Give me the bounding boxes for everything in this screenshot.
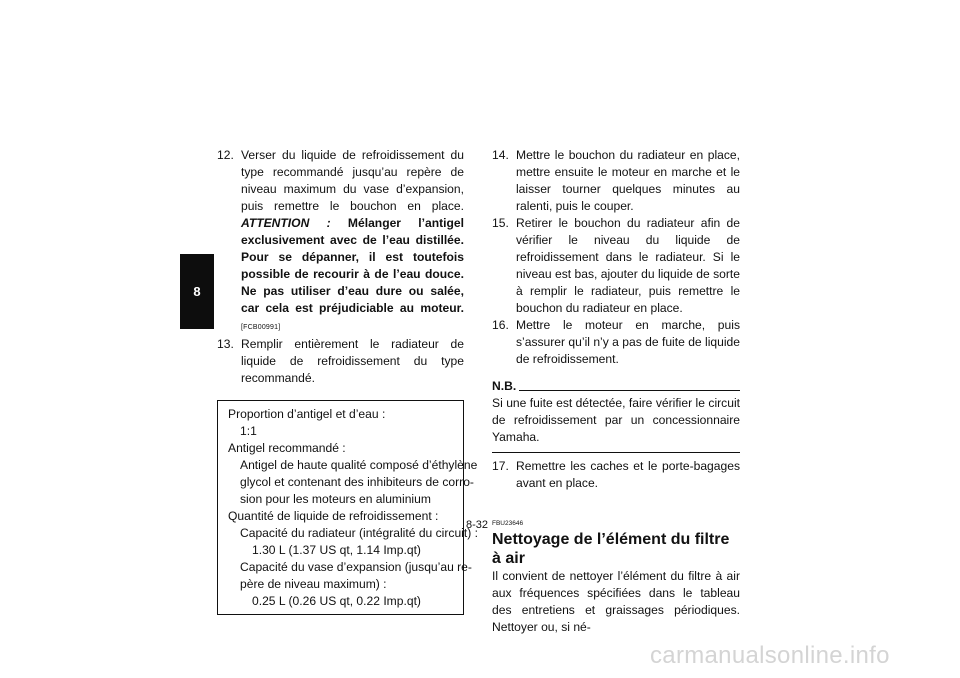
right-column bbox=[492, 147, 740, 636]
spec-line: 1.30 L (1.37 US qt, 1.14 Imp.qt) bbox=[252, 543, 421, 557]
step-16-text: Mettre le moteur en marche, puis s’assurer qu’il n’y a pas de fuite de liquide de refroidissement. bbox=[516, 318, 740, 366]
spec-line: Capacité du vase d’expansion (jusqu’au re- bbox=[240, 560, 472, 574]
note-divider bbox=[519, 390, 740, 391]
spec-line: Antigel de haute qualité composé d’éthylène bbox=[240, 458, 478, 472]
spec-line: 0.25 L (0.26 US qt, 0.22 Imp.qt) bbox=[252, 594, 421, 608]
step-13-text: Remplir entièrement le radiateur de liquide de refroidissement du type recommandé. bbox=[241, 337, 464, 385]
section-code: FBU23646 bbox=[492, 520, 524, 527]
step-16 bbox=[492, 317, 740, 368]
step-16-number: 16. bbox=[492, 318, 509, 332]
spec-line: Capacité du radiateur (intégralité du circuit) : bbox=[240, 526, 478, 540]
caution-label: ATTENTION : bbox=[241, 216, 331, 230]
spec-line: 1:1 bbox=[240, 424, 257, 438]
step-12-number: 12. bbox=[217, 148, 234, 162]
step-12 bbox=[217, 147, 464, 336]
step-13 bbox=[217, 336, 464, 387]
spec-line: Proportion d’antigel et d’eau : bbox=[228, 407, 386, 421]
step-17 bbox=[492, 458, 740, 492]
step-15-number: 15. bbox=[492, 216, 509, 230]
caution-code: [FCB00991] bbox=[241, 324, 281, 331]
step-17-number: 17. bbox=[492, 459, 509, 473]
step-14-number: 14. bbox=[492, 148, 509, 162]
chapter-tab-number: 8 bbox=[193, 284, 201, 299]
spec-line: glycol et contenant des inhibiteurs de corro- bbox=[240, 475, 474, 489]
section-title: Nettoyage de l’élément du filtre à air bbox=[492, 531, 730, 567]
spec-line: Antigel recommandé : bbox=[228, 441, 346, 455]
caution-text: Mélanger l’antigel exclusivement avec de l’eau distillée. Pour se dépanner, il est toutefois possible de recourir à de l’eau douce. Ne pas utiliser d’eau dure ou salée, car cela est préjudiciable au moteur. bbox=[241, 216, 464, 315]
note-label: N.B. bbox=[492, 379, 517, 393]
spec-line: Quantité de liquide de refroidissement : bbox=[228, 509, 439, 523]
step-14-text: Mettre le bouchon du radiateur en place, mettre ensuite le moteur en marche et le laisser tourner quelques minutes au ralenti, puis le couper. bbox=[516, 148, 740, 213]
step-17-text: Remettre les caches et le porte-bagages avant en place. bbox=[516, 459, 740, 490]
caution-block bbox=[241, 216, 464, 315]
step-15 bbox=[492, 215, 740, 317]
page-number: 8-32 bbox=[466, 519, 489, 531]
note-end-divider bbox=[492, 452, 740, 453]
step-15-text: Retirer le bouchon du radiateur afin de vérifier le niveau du liquide de refroidissement dans le radiateur. Si le niveau est bas, ajouter du liquide de sorte à remplir le radiateur, puis remettre le bouchon du radiateur en place. bbox=[516, 216, 740, 315]
spec-line: père de niveau maximum) : bbox=[240, 577, 387, 591]
step-13-number: 13. bbox=[217, 337, 234, 351]
chapter-tab bbox=[180, 254, 214, 329]
spec-line: sion pour les moteurs en aluminium bbox=[240, 492, 431, 506]
step-12-text: Verser du liquide de refroidissement du type recommandé jusqu’au repère de niveau maximum du vase d’expansion, puis remettre le bouchon en place. bbox=[241, 148, 464, 213]
watermark: carmanualsonline.info bbox=[650, 642, 890, 669]
section-body: Il convient de nettoyer l’élément du filtre à air aux fréquences spécifiées dans le tableau des entretiens et graissages périodiques. Nettoyer ou, si né- bbox=[492, 569, 740, 634]
step-14 bbox=[492, 147, 740, 215]
note-text: Si une fuite est détectée, faire vérifier le circuit de refroidissement par un concessionnaire Yamaha. bbox=[492, 396, 740, 444]
note-header bbox=[492, 378, 740, 395]
